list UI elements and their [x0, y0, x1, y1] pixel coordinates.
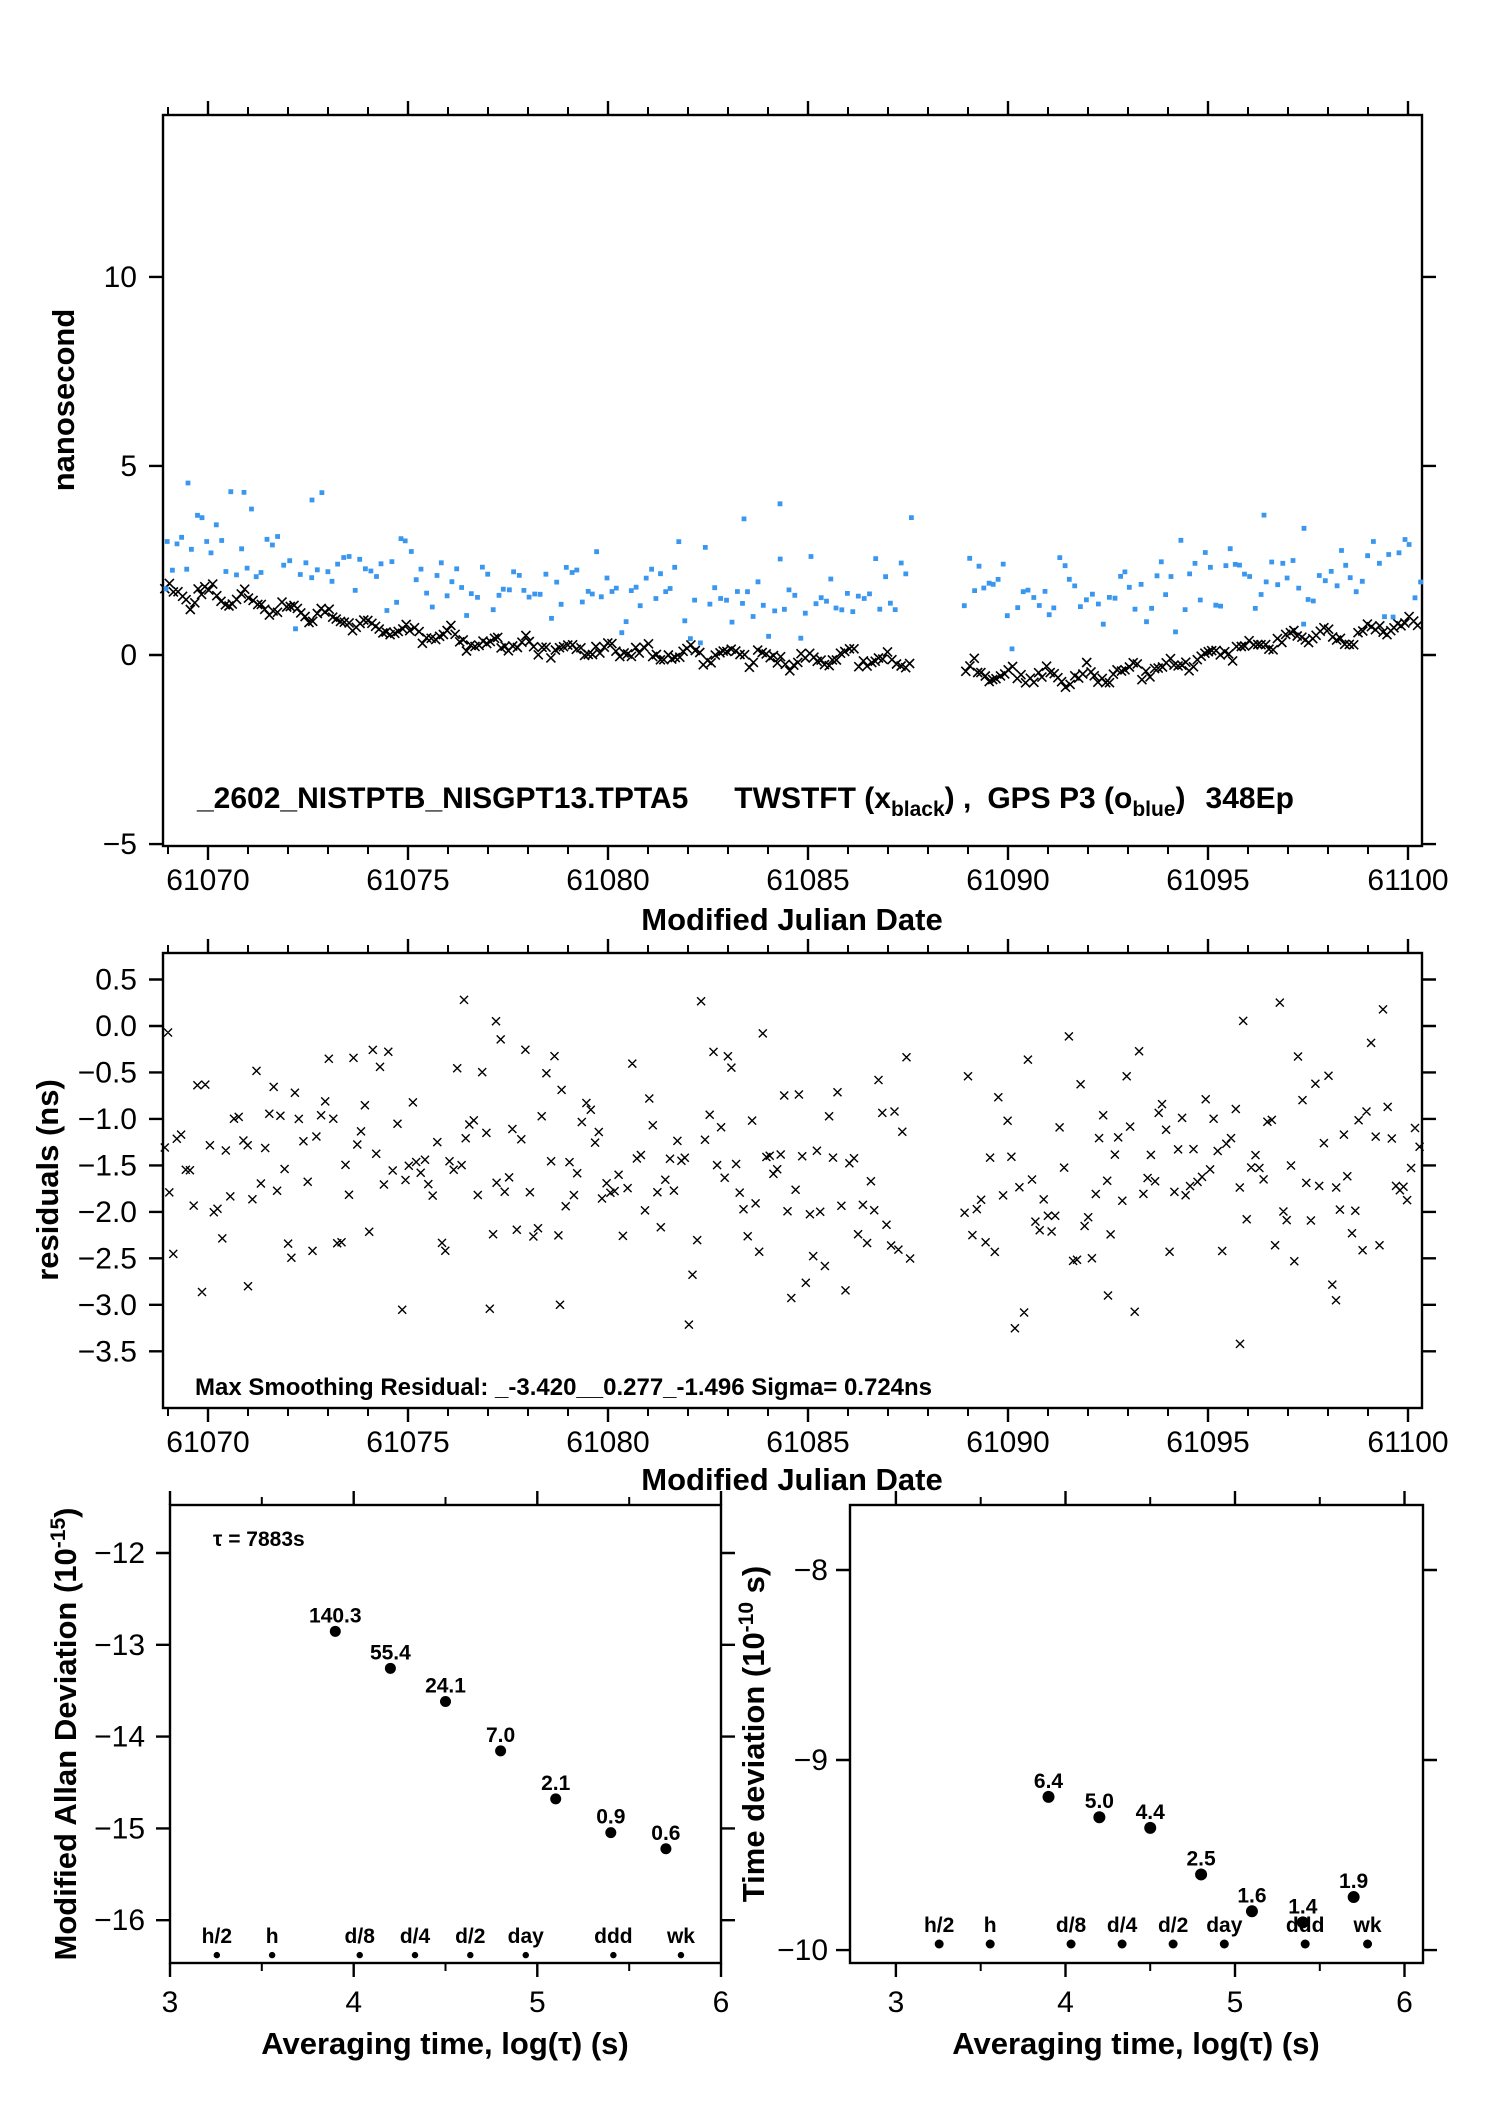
- x-tick-label: 6: [712, 1986, 730, 2019]
- y-tick-label: −2.0: [77, 1195, 137, 1229]
- deviation-point: [330, 1626, 341, 1637]
- tau-marker-label: day: [1206, 1914, 1243, 1937]
- y-tick-label: −12: [94, 1537, 145, 1571]
- deviation-value-label: 4.4: [1135, 1800, 1165, 1824]
- tau-marker-dot: [1169, 1939, 1178, 1948]
- deviation-value-label: 140.3: [309, 1604, 362, 1628]
- tau-marker-label: h: [983, 1914, 997, 1937]
- series-twstft-points: [160, 579, 1422, 692]
- tau-marker-dot: [935, 1939, 944, 1948]
- deviation-value-label: 2.1: [541, 1771, 571, 1795]
- deviation-value-label: 1.6: [1237, 1884, 1267, 1908]
- panel-frame: [170, 1505, 721, 1963]
- x-tick-label: 61090: [966, 1426, 1050, 1459]
- deviation-value-label: 0.6: [651, 1821, 681, 1845]
- panel-frame: [163, 115, 1422, 846]
- deviation-value-label: 24.1: [425, 1674, 466, 1698]
- tau-marker-label: h/2: [201, 1925, 233, 1948]
- tau-marker-dot: [986, 1939, 995, 1948]
- y-tick-label: 0: [120, 639, 137, 673]
- tau-marker-label: h/2: [923, 1914, 955, 1937]
- deviation-point: [440, 1696, 451, 1707]
- panel-time-difference-panel: [103, 101, 1449, 897]
- panel-modified-allan-deviation-panel: [94, 1491, 735, 2019]
- tau-marker-dot: [1301, 1939, 1310, 1948]
- y-tick-label: −1.0: [77, 1102, 137, 1136]
- deviation-point: [385, 1663, 396, 1674]
- y-tick-label: −10: [777, 1934, 828, 1968]
- major-ticks: [156, 1491, 735, 1977]
- x-tick-label: 61090: [966, 864, 1050, 897]
- tau-marker-label: day: [507, 1925, 544, 1948]
- x-tick-label: 61085: [766, 864, 850, 897]
- major-ticks: [149, 101, 1436, 860]
- panel4-x-axis-label: Averaging time, log(τ) (s): [952, 2026, 1320, 2061]
- panel-time-deviation-panel: [777, 1491, 1437, 2019]
- tau-marker-label: d/4: [399, 1925, 431, 1948]
- y-tick-label: −13: [94, 1628, 145, 1662]
- deviation-value-label: 7.0: [485, 1723, 516, 1747]
- x-tick-label: 6: [1396, 1986, 1413, 2019]
- minor-ticks: [981, 1497, 1320, 1971]
- x-tick-label: 4: [1057, 1986, 1074, 2019]
- tau-marker-label: d/8: [1055, 1914, 1087, 1937]
- deviation-point: [605, 1827, 616, 1838]
- deviation-value-label: 1.9: [1339, 1870, 1369, 1894]
- tau-marker-dot: [610, 1952, 616, 1958]
- minor-ticks: [262, 1497, 629, 1971]
- deviation-point: [495, 1745, 506, 1756]
- panel-frame: [850, 1505, 1423, 1963]
- panel2-y-axis-label: residuals (ns): [30, 1079, 65, 1281]
- minor-ticks: [168, 107, 1368, 854]
- panel3-tau-annotation: τ = 7883s: [213, 1528, 305, 1551]
- x-tick-label: 61070: [166, 864, 250, 897]
- panel3-x-axis-label: Averaging time, log(τ) (s): [261, 2026, 629, 2061]
- panel2-x-axis-label: Modified Julian Date: [641, 1462, 943, 1497]
- y-tick-label: −14: [94, 1720, 145, 1754]
- y-tick-label: −15: [94, 1812, 145, 1846]
- major-ticks: [836, 1491, 1437, 1977]
- deviation-point: [550, 1793, 561, 1804]
- tau-marker-label: wk: [1353, 1914, 1382, 1937]
- deviation-value-label: 1.4: [1288, 1895, 1318, 1919]
- tau-marker-dot: [1220, 1939, 1229, 1948]
- tau-marker-dot: [1363, 1939, 1372, 1948]
- panel-frame: [163, 953, 1422, 1408]
- deviation-value-label: 55.4: [369, 1641, 411, 1665]
- x-tick-label: 61070: [166, 1426, 250, 1459]
- y-tick-label: −5: [102, 828, 137, 862]
- x-tick-label: 61100: [1367, 864, 1449, 897]
- deviation-value-label: 6.4: [1033, 1769, 1064, 1793]
- y-tick-label: 5: [120, 449, 137, 483]
- tau-marker-label: wk: [666, 1925, 695, 1948]
- y-tick-label: −2.5: [77, 1242, 137, 1276]
- major-ticks: [149, 939, 1436, 1422]
- tau-marker-dot: [523, 1952, 529, 1958]
- tau-marker-label: d/2: [1157, 1914, 1189, 1937]
- y-tick-label: −1.5: [77, 1149, 137, 1183]
- y-tick-label: −0.5: [77, 1056, 137, 1090]
- x-tick-label: 61095: [1166, 864, 1250, 897]
- deviation-value-label: 5.0: [1084, 1790, 1114, 1814]
- y-tick-label: 0.0: [95, 1009, 137, 1043]
- tau-marker-label: d/2: [455, 1925, 486, 1948]
- y-tick-label: −16: [94, 1904, 145, 1938]
- x-tick-label: 61095: [1166, 1426, 1250, 1459]
- series-smoothing-residuals-points: [161, 996, 1424, 1348]
- tau-marker-dot: [357, 1952, 363, 1958]
- x-tick-label: 61075: [366, 864, 450, 897]
- panel1-title-id: _2602_NISTPTB_NISGPT13.TPTA5: [197, 782, 689, 815]
- tau-marker-label: h: [265, 1925, 279, 1948]
- deviation-value-label: 0.9: [596, 1805, 626, 1829]
- panel1-title: _2602_NISTPTB_NISGPT13.TPTA5 TWSTFT $(x_{black})$ , GPS P3 $(o_{blue})$ 348Ep: [197, 782, 1294, 821]
- y-tick-label: −3.5: [77, 1335, 137, 1369]
- panel1-x-axis-label: Modified Julian Date: [641, 902, 943, 937]
- y-tick-label: 0.5: [95, 963, 137, 997]
- tau-marker-label: d/4: [1106, 1914, 1138, 1937]
- tau-marker-dot: [1118, 1939, 1127, 1948]
- y-tick-label: −3.0: [77, 1288, 137, 1322]
- y-tick-label: −8: [793, 1553, 828, 1587]
- x-tick-label: 5: [528, 1986, 546, 2019]
- panel1-y-axis-label: nanosecond: [46, 308, 81, 492]
- y-tick-label: −9: [793, 1744, 828, 1778]
- x-tick-label: 61080: [566, 864, 650, 897]
- tau-marker-label: ddd: [594, 1925, 633, 1948]
- tau-marker-dot: [269, 1952, 275, 1958]
- panel3-y-axis-label: Modified Allan Deviation $(10^{-15})$: [47, 1507, 83, 1961]
- deviation-value-label: 2.5: [1186, 1847, 1216, 1871]
- x-tick-label: 5: [1226, 1986, 1244, 2019]
- x-tick-label: 3: [161, 1986, 179, 2019]
- x-tick-label: 61075: [366, 1426, 450, 1459]
- x-tick-label: 61100: [1367, 1426, 1449, 1459]
- tau-marker-dot: [1067, 1939, 1076, 1948]
- tau-marker-dot: [412, 1952, 418, 1958]
- tau-marker-dot: [214, 1952, 220, 1958]
- x-tick-label: 4: [345, 1986, 363, 2019]
- tau-marker-dot: [678, 1952, 684, 1958]
- x-tick-label: 61085: [766, 1426, 850, 1459]
- tau-marker-label: ddd: [1285, 1914, 1325, 1937]
- tau-marker-dot: [467, 1952, 473, 1958]
- x-tick-label: 61080: [566, 1426, 650, 1459]
- x-tick-label: 3: [887, 1986, 905, 2019]
- y-tick-label: 10: [103, 260, 137, 294]
- deviation-point: [660, 1843, 671, 1854]
- minor-ticks: [168, 945, 1368, 1416]
- panel4-y-axis-label: Time deviation ($10^{-10}$ s): [735, 1565, 771, 1903]
- panel2-max-residual-annotation: Max Smoothing Residual: _-3.420__0.277_-1.496 Sigma= 0.724ns: [195, 1374, 933, 1401]
- tau-marker-label: d/8: [344, 1925, 375, 1948]
